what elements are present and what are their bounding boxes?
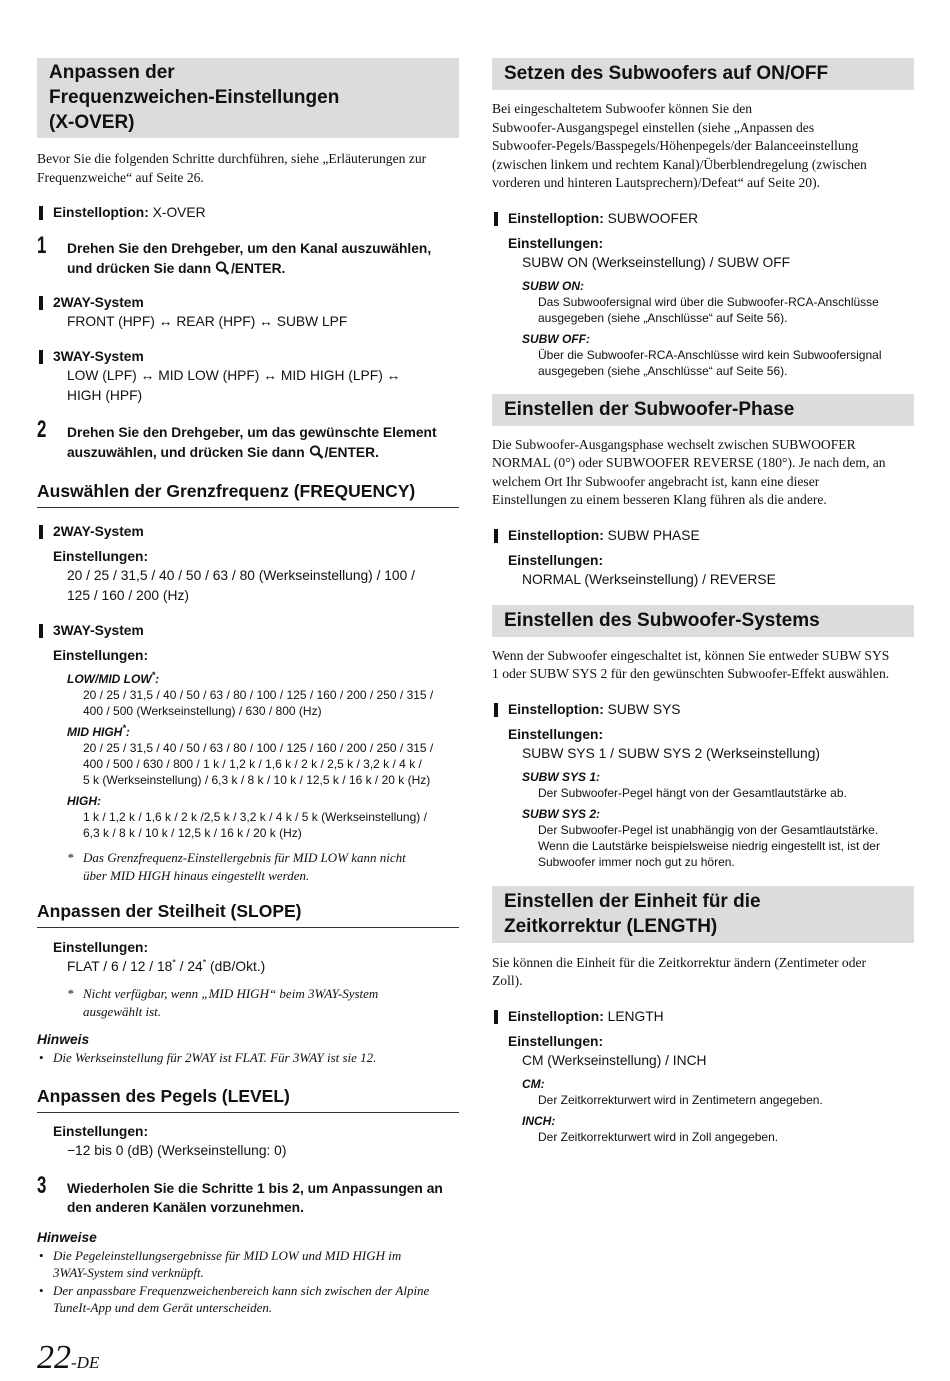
- step2-line2: [67, 443, 459, 463]
- midhigh-line3: 5 k (Werkseinstellung) / 6,3 k / 8 k / 10 k / 12,5 k / 16 k / 20 k (Hz): [83, 773, 431, 787]
- subw-off-desc: [492, 347, 914, 379]
- length-cm-desc: Der Zeitkorrekturwert wird in Zentimetern angegeben.: [538, 1092, 823, 1107]
- subw-onoff-intro-line1: Bei eingeschaltetem Subwoofer können Sie den: [492, 101, 753, 116]
- length-cm-label: CM:: [522, 1076, 545, 1091]
- slope-hinweis-title: Hinweis: [37, 1032, 90, 1047]
- option-label: Einstelloption:: [508, 210, 604, 226]
- step-number: 3: [37, 1171, 47, 1199]
- high-label: HIGH:: [67, 794, 101, 808]
- length-value: CM (Werkseinstellung) / INCH: [522, 1052, 707, 1068]
- page-number-digits: 22: [37, 1339, 71, 1376]
- slope-hinweis-item: [37, 1049, 459, 1067]
- bullet-dot: •: [39, 1247, 44, 1263]
- subw-phase-intro-line4: Einstellungen zu einem besseren Klang führen als die andere.: [492, 492, 827, 507]
- high-values: [37, 809, 459, 841]
- subw-sys2-line2: Wenn die Lautstärke beispielsweise niedrig eingestellt ist, ist der: [538, 838, 880, 853]
- freq-footnote: [37, 849, 459, 884]
- xover-option: [37, 203, 459, 222]
- subw-sys2-line1: Der Subwoofer-Pegel ist unabhängig von der Gesamtlautstärke.: [538, 822, 879, 837]
- xover-intro-line1: Bevor Sie die folgenden Schritte durchführen, siehe „Erläuterungen zur: [37, 151, 427, 166]
- left-column: [37, 58, 459, 1317]
- freq-2way-settings-label: Einstellungen:: [53, 549, 149, 564]
- subw-off-label: SUBW OFF:: [522, 331, 590, 346]
- lowmid-star: *: [151, 670, 156, 680]
- page-number: [37, 1340, 99, 1381]
- length-title-line1: Einstellen der Einheit für die: [504, 890, 761, 912]
- option-bar-marker: [494, 703, 498, 717]
- subw-phase-intro-line2: NORMAL (0°) oder SUBWOOFER REVERSE (180°). Je nach dem, an: [492, 455, 886, 470]
- option-value: SUBW PHASE: [607, 527, 700, 543]
- step3-line2: den anderen Kanälen vorzunehmen.: [67, 1200, 304, 1215]
- subw-onoff-intro-line4: (zwischen linkem und rechtem Kanal)/Überblendregelung (zwischen: [492, 156, 867, 172]
- xover-2way-value: FRONT (HPF) ↔ REAR (HPF) ↔ SUBW LPF: [67, 314, 348, 329]
- step1-knob: Drehgeber: [171, 241, 240, 256]
- length-option: [492, 1007, 914, 1026]
- step1-enter: /ENTER: [230, 260, 282, 276]
- length-inch-desc: Der Zeitkorrekturwert wird in Zoll angegeben.: [538, 1129, 779, 1144]
- option-bar-marker: [494, 1010, 498, 1024]
- slope-value-a: FLAT / 6 / 12 / 18: [67, 959, 173, 974]
- level-value: −12 bis 0 (dB) (Werkseinstellung: 0): [67, 1142, 287, 1158]
- xover-2way: [37, 293, 459, 312]
- step2-enter: /ENTER: [324, 444, 376, 460]
- freq-2way-label: 2WAY-System: [53, 524, 144, 539]
- slope-value-c: (dB/Okt.): [206, 959, 266, 974]
- subw-sys1-desc: Der Subwoofer-Pegel hängt von der Gesamtlautstärke ab.: [538, 785, 847, 800]
- subw-off-line2: ausgegeben (siehe „Anschlüsse“ auf Seite 56).: [538, 363, 788, 378]
- xover-title-line3: (X-OVER): [49, 112, 135, 133]
- hinweis2-line2: TuneIt-App und dem Gerät unterscheiden.: [53, 1300, 273, 1315]
- step3-line1: Wiederholen Sie die Schritte 1 bis 2, um Anpassungen an: [67, 1180, 443, 1196]
- length-intro-line2: Zoll).: [492, 973, 523, 988]
- step1-period: .: [281, 260, 286, 276]
- subw-on-desc: [492, 294, 914, 326]
- step-3: [37, 1171, 459, 1218]
- step-2: [37, 416, 459, 462]
- freq-3way: [37, 621, 459, 640]
- subw-on-label: SUBW ON:: [522, 278, 584, 293]
- option-bar-marker: [39, 350, 43, 364]
- level-hinweis-item-2: [37, 1282, 459, 1317]
- subw-onoff-intro-line3: Subwoofer-Pegels/Basspegels/Höhenpegels/der Balanceeinstellung: [492, 138, 859, 153]
- subw-onoff-intro-line2: Subwoofer-Ausgangspegel einstellen (siehe „Anpassen des: [492, 119, 815, 135]
- xover-intro-line2: Frequenzweiche“ auf Seite 26.: [37, 169, 204, 185]
- subw-on-line2: ausgegeben (siehe „Anschlüsse“ auf Seite 56).: [538, 310, 788, 325]
- hinweis2-line1: Der anpassbare Frequenzweichenbereich kann sich zwischen der Alpine: [53, 1282, 430, 1298]
- subw-sys2-label: SUBW SYS 2:: [522, 806, 601, 821]
- level-hinweise-title: Hinweise: [37, 1229, 97, 1245]
- midhigh-label: [37, 724, 459, 740]
- step2-period: .: [375, 444, 379, 460]
- lowmid-line2: 400 / 500 (Werkseinstellung) / 630 / 800 (Hz): [83, 704, 322, 718]
- xover-title-line1: Anpassen der: [49, 62, 175, 83]
- subw-sys2-line3: Subwoofer immer noch gut zu hören.: [538, 854, 735, 869]
- subw-onoff-settings-label: Einstellungen:: [508, 235, 604, 251]
- subw-phase-intro-line3: welchem Ort Ihr Subwoofer angebracht ist, kann eine dieser: [492, 473, 820, 489]
- subw-sys-value: SUBW SYS 1 / SUBW SYS 2 (Werkseinstellung): [522, 745, 821, 761]
- step2-text: Drehen Sie den: [67, 425, 172, 440]
- option-value: SUBWOOFER: [607, 210, 699, 226]
- freq-3way-label: 3WAY-System: [53, 623, 144, 638]
- subw-sys-settings-label: Einstellungen:: [508, 726, 604, 742]
- level-hinweis-item-1: [37, 1247, 459, 1282]
- freq-2way: [37, 522, 459, 541]
- step-1: [37, 232, 459, 278]
- slope-star1: *: [172, 957, 176, 968]
- level-heading: Anpassen des Pegels (LEVEL): [37, 1085, 459, 1113]
- xover-3way: [37, 347, 459, 366]
- bullet-dot: •: [39, 1282, 44, 1298]
- option-label: Einstelloption:: [508, 527, 604, 543]
- subw-sys-intro: [492, 647, 914, 684]
- lowmid-label: [37, 671, 459, 687]
- hinweis1-line2: 3WAY-System sind verknüpft.: [53, 1265, 204, 1280]
- option-value: SUBW SYS: [607, 701, 681, 717]
- freq-footnote-line1: Das Grenzfrequenz-Einstellergebnis für MID LOW kann nicht: [83, 850, 406, 865]
- 2way-label: 2WAY-System: [53, 295, 144, 310]
- freq-3way-settings-label: Einstellungen:: [53, 648, 149, 663]
- subw-phase-option: [492, 526, 914, 545]
- slope-value-b: / 24: [175, 959, 203, 974]
- length-heading: [492, 886, 914, 943]
- midhigh-colon: :: [125, 725, 130, 739]
- lowmid-colon: :: [155, 672, 160, 686]
- hinweis1-line1: Die Pegeleinstellungsergebnisse für MID LOW und MID HIGH im: [53, 1247, 402, 1263]
- option-bar-marker: [39, 624, 43, 638]
- option-value: LENGTH: [607, 1008, 664, 1024]
- 3way-value-line2: HIGH (HPF): [67, 388, 143, 403]
- slope-value: [37, 957, 459, 977]
- search-icon: [215, 261, 231, 275]
- subw-onoff-value: SUBW ON (Werkseinstellung) / SUBW OFF: [522, 254, 791, 270]
- footnote-star: *: [67, 986, 74, 1001]
- 3way-label: 3WAY-System: [53, 349, 144, 364]
- option-bar-marker: [494, 212, 498, 226]
- subw-sys1-label: SUBW SYS 1:: [522, 769, 601, 784]
- freq-2way-values: [37, 566, 459, 606]
- midhigh-values: [37, 740, 459, 788]
- xover-title-line2: Frequenzweichen-Einstellungen: [49, 87, 340, 108]
- lowmid-label-text: LOW/MID LOW: [67, 672, 152, 686]
- slope-settings-label: Einstellungen:: [53, 940, 149, 955]
- subw-onoff-intro-line5: vorderen und hinteren Lautsprechern)/Defeat“ auf Seite 20).: [492, 175, 820, 190]
- subw-onoff-heading: Setzen des Subwoofers auf ON/OFF: [492, 58, 914, 90]
- page-number-suffix: -DE: [71, 1353, 100, 1372]
- step1-text2: , um den Kanal auszuwählen,: [239, 241, 432, 256]
- lowmid-line1: 20 / 25 / 31,5 / 40 / 50 / 63 / 80 / 100 / 125 / 160 / 200 / 250 / 315 /: [83, 688, 434, 702]
- subw-sys-intro-line1: Wenn der Subwoofer eingeschaltet ist, können Sie entweder SUBW SYS: [492, 647, 890, 663]
- step2-line1: [67, 423, 459, 443]
- length-inch-label: INCH:: [522, 1113, 556, 1128]
- midhigh-label-text: MID HIGH: [67, 725, 123, 739]
- step1-line1: [67, 239, 459, 259]
- slope-hinweis-text: Die Werkseinstellung für 2WAY ist FLAT. Für 3WAY ist sie 12.: [53, 1050, 377, 1065]
- xover-3way-value: [37, 366, 459, 406]
- option-label: Einstelloption:: [53, 205, 149, 220]
- subw-sys2-desc: [492, 822, 914, 870]
- freq-footnote-line2: über MID HIGH hinaus eingestellt werden.: [83, 867, 310, 883]
- step1-line2: [67, 259, 459, 279]
- option-bar-marker: [39, 206, 43, 220]
- step2-text3: auszuwählen, und drücken Sie dann: [67, 444, 309, 460]
- option-bar-marker: [39, 525, 43, 539]
- subw-onoff-intro: [492, 100, 914, 193]
- midhigh-line2: 400 / 500 / 630 / 800 / 1 k / 1,2 k / 1,6 k / 2 k / 2,5 k / 3,2 k / 4 k /: [83, 757, 422, 771]
- high-line1: 1 k / 1,2 k / 1,6 k / 2 k /2,5 k / 3,2 k / 4 k / 5 k (Werkseinstellung) /: [83, 810, 427, 824]
- step2-knob: Drehgeber: [171, 425, 240, 440]
- freq-2way-values-line2: 125 / 160 / 200 (Hz): [67, 588, 189, 603]
- midhigh-star: *: [122, 723, 126, 733]
- length-title-line2: Zeitkorrektur (LENGTH): [504, 915, 718, 937]
- freq-2way-values-line1: 20 / 25 / 31,5 / 40 / 50 / 63 / 80 (Werkseinstellung) / 100 /: [67, 568, 415, 583]
- length-settings-label: Einstellungen:: [508, 1033, 604, 1049]
- xover-heading: [37, 58, 459, 138]
- option-bar-marker: [494, 529, 498, 543]
- 3way-value-line1: LOW (LPF) ↔ MID LOW (HPF) ↔ MID HIGH (LPF) ↔: [67, 368, 401, 383]
- option-label: Einstelloption:: [508, 701, 604, 717]
- search-icon: [309, 445, 325, 459]
- subw-phase-settings-label: Einstellungen:: [508, 552, 604, 568]
- subw-sys-intro-line2: 1 oder SUBW SYS 2 für den gewünschten Subwoofer-Effekt auswählen.: [492, 666, 890, 681]
- frequency-heading: Auswählen der Grenzfrequenz (FREQUENCY): [37, 480, 459, 508]
- slope-heading: Anpassen der Steilheit (SLOPE): [37, 900, 459, 928]
- subw-phase-value: NORMAL (Werkseinstellung) / REVERSE: [522, 571, 776, 587]
- length-intro: [492, 954, 914, 991]
- bullet-dot: •: [39, 1050, 44, 1065]
- option-label: Einstelloption:: [508, 1008, 604, 1024]
- xover-intro: [37, 150, 459, 187]
- level-settings-label: Einstellungen:: [53, 1123, 149, 1139]
- step1-text3: und drücken Sie dann: [67, 260, 215, 276]
- subw-on-line1: Das Subwoofersignal wird über die Subwoofer-RCA-Anschlüsse: [538, 294, 879, 309]
- subw-phase-intro: [492, 436, 914, 510]
- step1-text: Drehen Sie den: [67, 241, 172, 256]
- slope-footnote: [37, 985, 459, 1020]
- footnote-star: *: [67, 850, 74, 865]
- slope-footnote-line2: ausgewählt ist.: [83, 1003, 162, 1019]
- length-intro-line1: Sie können die Einheit für die Zeitkorrektur ändern (Zentimeter oder: [492, 954, 867, 970]
- option-bar-marker: [39, 296, 43, 310]
- subw-off-line1: Über die Subwoofer-RCA-Anschlüsse wird kein Subwoofersignal: [538, 347, 882, 362]
- subw-sys-heading: Einstellen des Subwoofer-Systems: [492, 605, 914, 637]
- slope-star2: *: [202, 957, 207, 968]
- subw-phase-intro-line1: Die Subwoofer-Ausgangsphase wechselt zwischen SUBWOOFER: [492, 436, 856, 452]
- lowmid-values: [37, 687, 459, 719]
- subw-phase-heading: Einstellen der Subwoofer-Phase: [492, 394, 914, 426]
- subw-onoff-option: [492, 209, 914, 228]
- midhigh-line1: 20 / 25 / 31,5 / 40 / 50 / 63 / 80 / 100 / 125 / 160 / 200 / 250 / 315 /: [83, 741, 434, 755]
- right-column: [492, 58, 914, 1145]
- step2-text2: , um das gewünschte Element: [239, 425, 437, 440]
- step-number: 1: [37, 232, 47, 259]
- option-value: X-OVER: [152, 205, 206, 220]
- subw-sys-option: [492, 700, 914, 719]
- slope-footnote-line1: Nicht verfügbar, wenn „MID HIGH“ beim 3WAY-System: [83, 986, 379, 1001]
- step-number: 2: [37, 416, 47, 443]
- high-line2: 6,3 k / 8 k / 10 k / 12,5 k / 16 k / 20 k (Hz): [83, 826, 302, 840]
